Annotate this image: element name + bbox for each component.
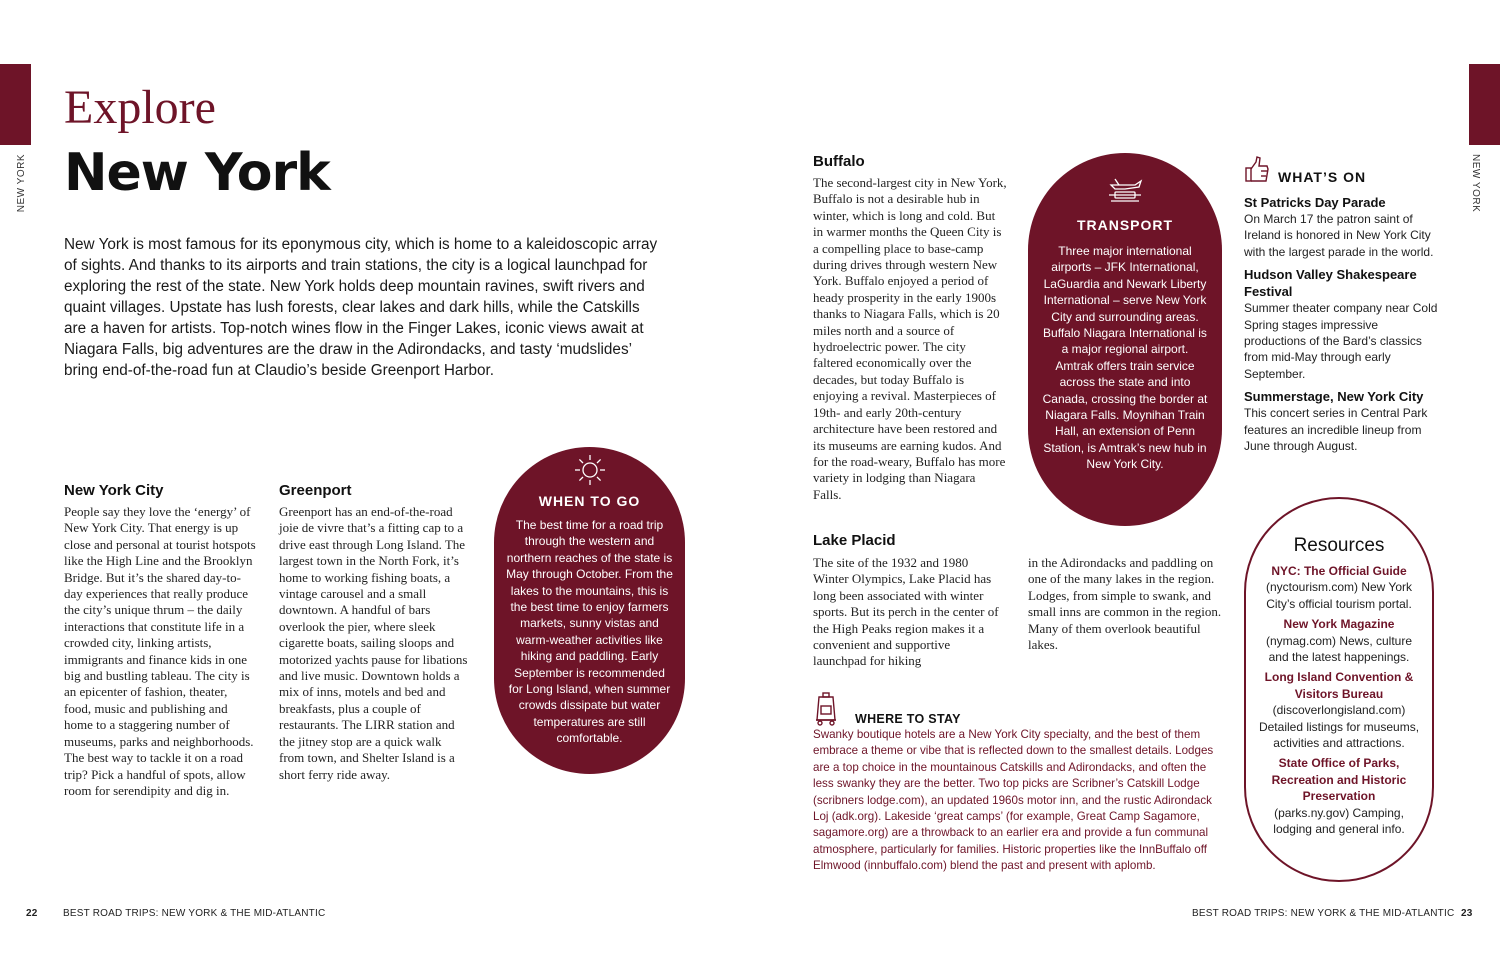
where-to-stay-heading: WHERE TO STAY (855, 712, 961, 726)
intro-paragraph: New York is most famous for its eponymous city, which is home to a kaleidoscopic array of sights. And thanks to its airports and train stations, the city is a logical launchpad for exploring the rest of the state. New York holds deep mountain ravines, swift rivers and quaint villages. Upstate has lush forests, clear lakes and dark hills, while the Catskills are a haven for artists. Top-notch wines flow in the Finger Lakes, iconic views await at Niagara Falls, big adventures are the draw in the Adirondacks, and tasty ‘mudslides’ bring end-of-the-road fun at Claudio’s beside Greenport Harbor. (64, 236, 658, 379)
nyc-section (64, 482, 256, 799)
whats-on-heading: WHAT’S ON (1278, 169, 1367, 185)
event-text: This concert series in Central Park features an incredible lineup from June through August. (1244, 406, 1428, 454)
luggage-icon (813, 692, 841, 726)
event-item (1244, 388, 1440, 454)
event-text: On March 17 the patron saint of Ireland is honored in New York City with the largest parade in the world. (1244, 212, 1434, 259)
buffalo-text: The second-largest city in New York, Buffalo is not a desirable hub in winter, which is long and cold. But in warmer months the Queen City is a compelling place to base-camp during drives through western New York. Buffalo enjoyed a period of heady prosperity in the early 1900s thanks to Niagara Falls, which is 20 miles north and a source of hydroelectric power. The city faltered economically over the decades, but today Buffalo is enjoying a revival. Masterpieces of 19th- and early 20th-century architecture have been restored and its museums are earning kudos. And for the road-weary, Buffalo has more variety in lodging than Niagara Falls. (813, 175, 1007, 502)
when-to-go-text: The best time for a road trip through the western and northern reaches of the state is May through October. From the lakes to the mountains, this is the best time to enjoy farmers markets, sunny vistas and warm-weather activities like hiking and paddling. Early September is recommended for Long Island, when summer crowds dissipate but water temperatures are still comfortable. (506, 518, 673, 746)
greenport-text: Greenport has an end-of-the-road joie de vivre that’s a fitting cap to a drive east through Long Island. The largest town in the North Fork, it’s home to working fishing boats, a vintage carousel and a small downtown. A handful of bars overlook the pier, where sleek cigarette boats, sailing sloops and motorized yachts pause for libations and live music. Downtown holds a mix of inns, motels and bed and breakfasts, plus a couple of restaurants. The LIRR station and the jitney stop are a quick walk from town, and Shelter Island is a short ferry ride away. (279, 504, 468, 782)
greenport-section (279, 482, 469, 783)
lake-placid-section (813, 532, 1233, 554)
resource-item (1258, 755, 1420, 837)
event-item (1244, 194, 1440, 260)
left-page-number: 22 (26, 908, 38, 919)
nyc-heading: New York City (64, 482, 164, 499)
event-text: Summer theater company near Cold Spring stages impressive productions of the Bard’s classics from mid-May through early September. (1244, 301, 1438, 381)
lake-placid-text-col1: The site of the 1932 and 1980 Winter Olympics, Lake Placid has long been associated with winter sports. But its perch in the center of the High Peaks region makes it a convenient and supportive launchpad for hiking (813, 555, 999, 669)
transport-text: Three major international airports – JFK International, LaGuardia and Newark Liberty International – serve New York City and surrounding areas. Buffalo Niagara International is a major regional airport. Amtrak offers train service across the state and into Canada, crossing the border at Niagara Falls. Moynihan Train Hall, an extension of Penn Station, is Amtrak’s new hub in New York City. (1042, 244, 1208, 472)
resource-item (1258, 616, 1420, 665)
resources-box (1244, 497, 1434, 882)
resource-item (1258, 563, 1420, 612)
whats-on-header (1244, 156, 1440, 186)
transport-heading: TRANSPORT (1076, 217, 1174, 233)
train-plane-icon (1042, 175, 1208, 205)
event-name: Hudson Valley Shakespeare Festival (1244, 267, 1417, 300)
resources-heading: Resources (1293, 535, 1385, 556)
whats-on-section (1244, 156, 1440, 460)
resource-text: (parks.ny.gov) Camping, lodging and general info. (1273, 805, 1405, 837)
right-side-label: NEW YORK (1470, 154, 1481, 213)
left-side-label: NEW YORK (16, 154, 27, 213)
right-running-title: BEST ROAD TRIPS: NEW YORK & THE MID-ATLANTIC (1192, 908, 1455, 919)
lake-placid-heading: Lake Placid (813, 532, 896, 549)
resource-item (1258, 669, 1420, 751)
event-name: St Patricks Day Parade (1244, 195, 1386, 210)
resource-name: NYC: The Official Guide (1271, 564, 1407, 578)
greenport-heading: Greenport (279, 482, 352, 499)
resource-text: (nyctourism.com) New York City’s official tourism portal. (1265, 580, 1413, 611)
nyc-text: People say they love the ‘energy’ of New York City. That energy is up close and personal at tourist hotspots like the High Line and the Brooklyn Bridge. But it’s the shared day-to-day experiences that really produce the city’s unique thrum – the daily interactions that constitute life in a crowded city, linking artists, immigrants and finance kids in one big and bustling tableau. The city is an epicenter of fashion, theater, food, music and publishing and home to a staggering number of museums, parks and neighborhoods. The best way to tackle it on a road trip? Pick a handful of spots, allow room for serendipity and dig in. (64, 504, 256, 798)
sun-icon (506, 453, 673, 487)
event-item (1244, 266, 1440, 382)
resource-name: New York Magazine (1283, 617, 1395, 632)
buffalo-heading: Buffalo (813, 153, 865, 170)
page-kicker: Explore (64, 81, 216, 134)
buffalo-section (813, 153, 1007, 503)
right-page-number: 23 (1461, 908, 1473, 919)
right-page-tab (1469, 64, 1500, 145)
lake-placid-text-col2: in the Adirondacks and paddling on one of the many lakes in the region. Lodges, from simple to swank, and small inns are common in the region. Many of them overlook beautiful lakes. (1028, 555, 1222, 653)
where-to-stay-text: Swanky boutique hotels are a New York City specialty, and the best of them embrace a theme or vibe that is reflected down to the smallest details. Lodges are a top choice in the mountainous Catskills and Adirondacks, and often the less swanky they are the better. Two top picks are Scribner’s Catskill Lodge (scribners lodge.com), an updated 1960s motor inn, and the rustic Adirondack Loj (adk.org). Lakeside ‘great camps’ (for example, Great Camp Sagamore, sagamore.org) are a throwback to an earlier era and provide a fun communal atmosphere, particularly for families. Historic properties like the InnBuffalo off Elmwood (innbuffalo.com) blend the past and present with aplomb. (813, 728, 1214, 873)
left-page-tab (0, 64, 31, 145)
page-title: New York (64, 143, 330, 203)
left-running-title: BEST ROAD TRIPS: NEW YORK & THE MID-ATLANTIC (63, 908, 326, 919)
when-to-go-heading: WHEN TO GO (538, 493, 641, 509)
event-name: Summerstage, New York City (1244, 389, 1424, 405)
resource-text: (nymag.com) News, culture and the latest happenings. (1265, 633, 1413, 665)
resource-name: Long Island Convention & Visitors Bureau (1264, 670, 1414, 701)
thumbs-up-icon (1244, 156, 1272, 186)
where-to-stay-section (813, 692, 1223, 875)
resource-text: (discoverlongisland.com) Detailed listings for museums, activities and attractions. (1258, 703, 1420, 751)
transport-box (1028, 153, 1222, 526)
when-to-go-box (494, 447, 685, 774)
where-to-stay-header (813, 692, 1223, 726)
resource-name: State Office of Parks, Recreation and Historic Preservation (1271, 756, 1407, 804)
